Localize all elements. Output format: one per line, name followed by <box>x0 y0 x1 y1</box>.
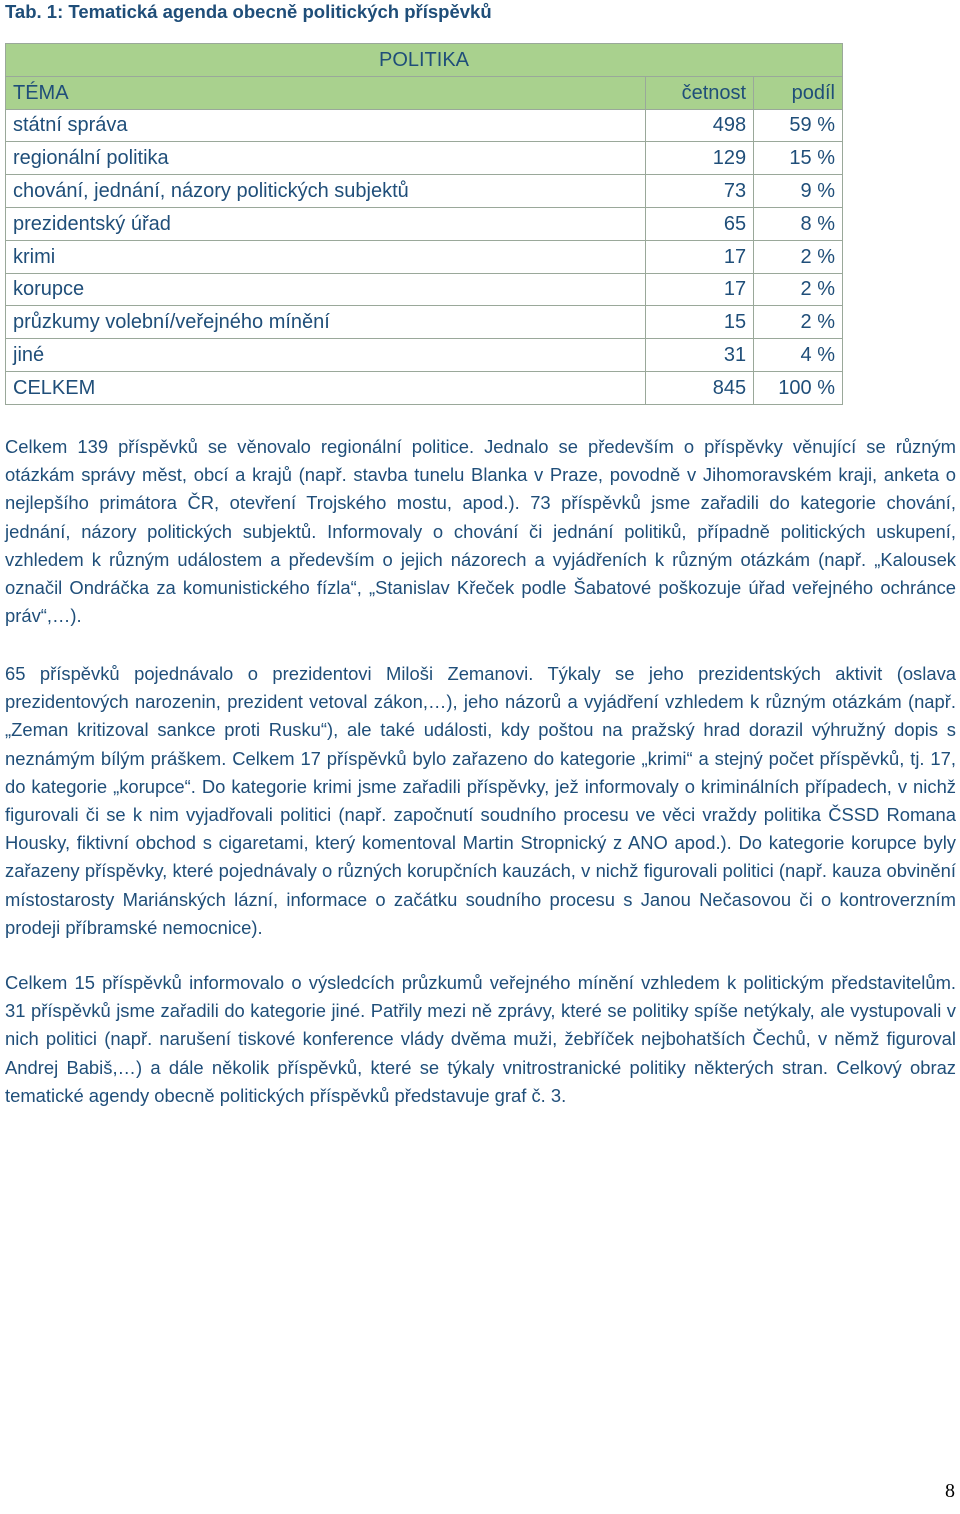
cell-share: 2 % <box>754 306 843 339</box>
paragraph-regional-politics: Celkem 139 příspěvků se věnovalo regionální politice. Jednalo se především o příspěvky věnující se různým otázkám správy měst, obcí a krajů (např. stavba tunelu Blanka v Praze, povodně v Jihomoravském kraji, anketa o nejlepšího primátora ČR, otevření Trojského mostu, apod.). 73 příspěvků jsme zařadili do kategorie chování, jednání, názory politických subjektů. Informovaly o chování či jednání politiků, případně politických uskupení, vzhledem k různým událostem a především o jejich názorech a vyjádřeních k různým otázkám (např. „Kalousek označil Ondráčka za komunistického fízla“, „Stanislav Křeček podle Šabatové poškozuje úřad veřejného ochránce práv“,…). <box>5 436 956 627</box>
table-row <box>6 240 843 273</box>
table-caption: Tab. 1: Tematická agenda obecně politických příspěvků <box>5 1 492 22</box>
cell-count: 73 <box>645 175 753 208</box>
table-title-row <box>6 44 843 77</box>
cell-share: 9 % <box>754 175 843 208</box>
cell-topic: státní správa <box>6 109 646 142</box>
cell-count: 65 <box>645 207 753 240</box>
cell-count: 845 <box>645 371 753 404</box>
table-row <box>6 207 843 240</box>
cell-count: 15 <box>645 306 753 339</box>
table-row <box>6 175 843 208</box>
cell-count: 498 <box>645 109 753 142</box>
cell-topic: průzkumy volební/veřejného mínění <box>6 306 646 339</box>
cell-topic: chování, jednání, názory politických subjektů <box>6 175 646 208</box>
cell-count: 31 <box>645 339 753 372</box>
table-row <box>6 273 843 306</box>
cell-count: 129 <box>645 142 753 175</box>
cell-topic: jiné <box>6 339 646 372</box>
table-title: POLITIKA <box>6 44 843 77</box>
table-header-row <box>6 76 843 109</box>
cell-count: 17 <box>645 240 753 273</box>
cell-share: 2 % <box>754 240 843 273</box>
cell-share: 100 % <box>754 371 843 404</box>
table-row <box>6 142 843 175</box>
table-total-row <box>6 371 843 404</box>
paragraph-polls-other: Celkem 15 příspěvků informovalo o výsledcích průzkumů veřejného mínění vzhledem k politickým představitelům. 31 příspěvků jsme zařadili do kategorie jiné. Patřily mezi ně zprávy, které se politiky spíše netýkaly, ale vystupovali v nich politici (např. narušení tiskové konference vlády dvěma muži, žebříček nejbohatších Čechů, v němž figuroval Andrej Babiš,…) a dále několik příspěvků, které se týkaly vnitrostranické politiky některých stran. Celkový obraz tematické agendy obecně politických příspěvků představuje graf č. 3. <box>5 972 956 1106</box>
politics-topic-table <box>5 43 843 405</box>
cell-topic: CELKEM <box>6 371 646 404</box>
column-header-count: četnost <box>645 76 753 109</box>
cell-topic: prezidentský úřad <box>6 207 646 240</box>
cell-share: 59 % <box>754 109 843 142</box>
paragraph-president: 65 příspěvků pojednávalo o prezidentovi Miloši Zemanovi. Týkaly se jeho prezidentských aktivit (oslava prezidentových narozenin, prezident vetoval zákon,…), jeho názorů a vyjádření vzhledem k různým otázkám (např. „Zeman kritizoval sankce proti Rusku“), ale také události, kdy poštou na pražský hrad dorazil výhružný dopis s neznámým bílým práškem. Celkem 17 příspěvků bylo zařazeno do kategorie „krimi“ a stejný počet příspěvků, tj. 17, do kategorie „korupce“. Do kategorie krimi jsme zařadili příspěvky, jež informovaly o kriminálních případech, v nichž figurovali či se k nim vyjadřovali politici (např. započnutí soudního procesu ve věci vraždy politika ČSSD Romana Housky, fiktivní obchod s cigaretami, který komentoval Martin Stropnický z ANO apod.). Do kategorie korupce byly zařazeny příspěvky, které pojednávaly o různých korupčních kauzách, v nichž figurovali politici (např. kauza obvinění místostarosty Mariánských lázní, informace o začátku soudního procesu s Janou Nečasovou či o kontroverzním prodeji příbramské nemocnice). <box>5 663 956 938</box>
column-header-topic: TÉMA <box>6 76 646 109</box>
cell-share: 8 % <box>754 207 843 240</box>
cell-count: 17 <box>645 273 753 306</box>
cell-share: 15 % <box>754 142 843 175</box>
table-row <box>6 109 843 142</box>
table-row <box>6 339 843 372</box>
cell-topic: korupce <box>6 273 646 306</box>
cell-topic: krimi <box>6 240 646 273</box>
table-row <box>6 306 843 339</box>
page-number: 8 <box>945 1480 955 1502</box>
cell-share: 2 % <box>754 273 843 306</box>
column-header-share: podíl <box>754 76 843 109</box>
cell-share: 4 % <box>754 339 843 372</box>
cell-topic: regionální politika <box>6 142 646 175</box>
